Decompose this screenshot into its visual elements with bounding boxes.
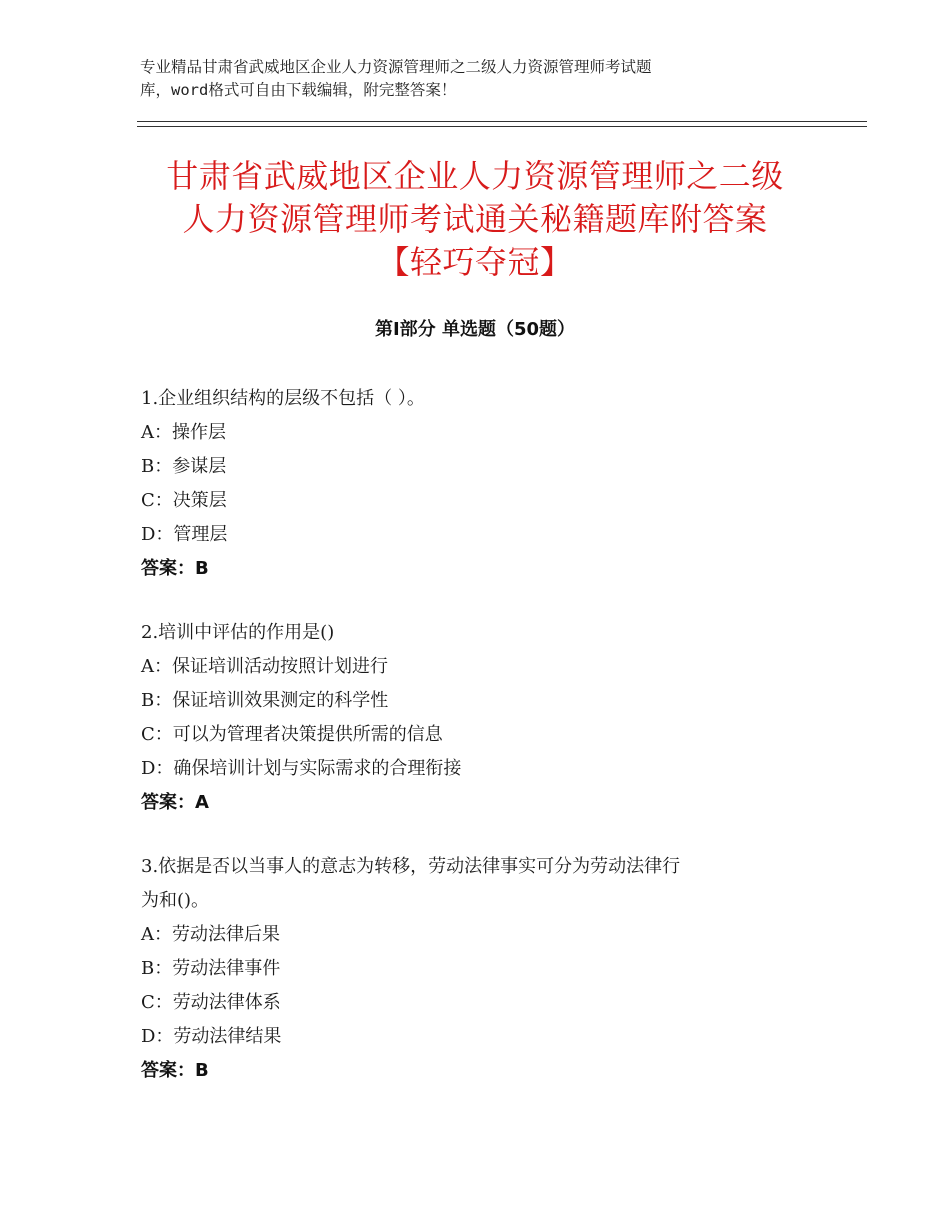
question-1 — [141, 382, 821, 586]
option-d: D：管理层 — [141, 524, 228, 545]
question-stem: 1.企业组织结构的层级不包括（ ）。 — [141, 388, 425, 409]
option-a: A：保证培训活动按照计划进行 — [141, 656, 388, 677]
question-stem-continued: 为和()。 — [141, 890, 210, 911]
header-divider-thin — [137, 126, 867, 127]
option-b: B：参谋层 — [141, 456, 227, 477]
option-d: D：确保培训计划与实际需求的合理衔接 — [141, 758, 462, 779]
option-b: B：保证培训效果测定的科学性 — [141, 690, 389, 711]
header-note-line: 库，word格式可自由下载编辑，附完整答案！ — [140, 81, 457, 99]
option-a: A：操作层 — [141, 422, 226, 443]
title-line: 人力资源管理师考试通关秘籍题库附答案 — [182, 200, 768, 238]
option-c: C：决策层 — [141, 490, 227, 511]
document-title — [100, 155, 850, 284]
question-3 — [141, 850, 821, 1088]
answer: 答案：B — [141, 558, 209, 579]
question-stem: 2.培训中评估的作用是() — [141, 622, 335, 643]
option-c: C：劳动法律体系 — [141, 992, 281, 1013]
section-heading: 第Ⅰ部分 单选题（50题） — [374, 319, 575, 340]
question-list — [141, 382, 821, 1118]
option-b: B：劳动法律事件 — [141, 958, 281, 979]
title-line: 甘肃省武威地区企业人力资源管理师之二级 — [166, 157, 784, 195]
question-2 — [141, 616, 821, 820]
answer: 答案：A — [141, 792, 209, 813]
header-note — [140, 56, 780, 102]
header-divider-thick — [137, 121, 867, 122]
option-a: A：劳动法律后果 — [141, 924, 280, 945]
header-note-line: 专业精品甘肃省武威地区企业人力资源管理师之二级人力资源管理师考试题 — [140, 58, 652, 76]
option-d: D：劳动法律结果 — [141, 1026, 282, 1047]
title-line: 【轻巧夺冠】 — [377, 243, 573, 281]
question-stem: 3.依据是否以当事人的意志为转移，劳动法律事实可分为劳动法律行 — [141, 856, 681, 877]
option-c: C：可以为管理者决策提供所需的信息 — [141, 724, 443, 745]
answer: 答案：B — [141, 1060, 209, 1081]
